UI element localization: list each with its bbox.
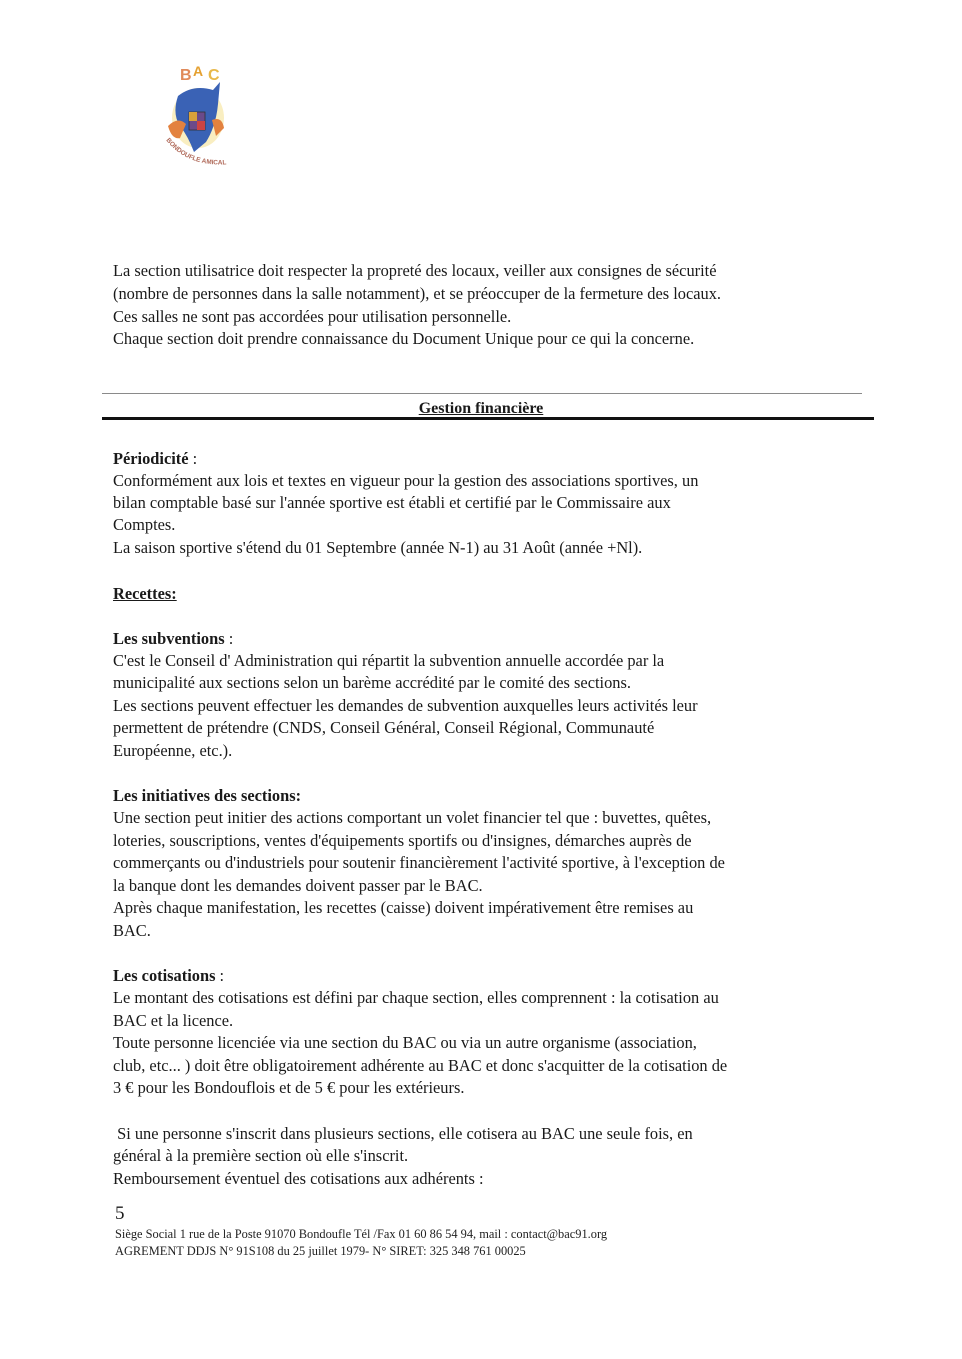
bac-logo: [158, 56, 238, 174]
subventions-line: C'est le Conseil d' Administration qui répartit la subvention annuelle accordée par la: [113, 651, 665, 670]
divider-thin: [102, 393, 862, 394]
subventions-line: municipalité aux sections selon un barème accrédité par le comité des sections.: [113, 673, 631, 692]
initiatives-heading: Les initiatives des sections:: [113, 786, 302, 805]
intro-line: (nombre de personnes dans la salle notamment), et se préoccuper de la fermeture des locaux.: [113, 284, 722, 303]
logo-graphic-icon: [158, 56, 238, 174]
periodicite-line: Conformément aux lois et textes en vigueur pour la gestion des associations sportives, un: [113, 471, 699, 490]
footer-agrement: AGREMENT DDJS N° 91S108 du 25 juillet 1979- N° SIRET: 325 348 761 00025: [115, 1244, 526, 1258]
intro-line: La section utilisatrice doit respecter la propreté des locaux, veiller aux consignes de sécurité: [113, 261, 717, 280]
heading-suffix: :: [215, 966, 225, 985]
initiatives-line: la banque dont les demandes doivent passer par le BAC.: [113, 876, 483, 895]
heading-suffix: :: [224, 629, 234, 648]
section-title: [0, 400, 962, 418]
cotisations-line: Le montant des cotisations est défini par chaque section, elles comprennent : la cotisation au: [113, 988, 719, 1007]
cotisations-line: BAC et la licence.: [113, 1011, 234, 1030]
svg-text:A: A: [193, 63, 204, 79]
initiatives-line: Une section peut initier des actions comportant un volet financier tel que : buvettes, quêtes,: [113, 808, 712, 827]
subventions-line: Les sections peuvent effectuer les demandes de subvention auxquelles leurs activités leur: [113, 696, 698, 715]
cotisations-line: Remboursement éventuel des cotisations aux adhérents :: [113, 1169, 484, 1188]
subventions-heading: [113, 628, 233, 651]
page-number: 5: [115, 1203, 125, 1224]
subventions-heading-text: Les subventions: [113, 629, 225, 648]
svg-text:B: B: [180, 67, 192, 84]
heading-suffix: :: [188, 449, 198, 468]
subventions-line: Européenne, etc.).: [113, 741, 233, 760]
initiatives-line: BAC.: [113, 921, 151, 940]
cotisations-line: général à la première section où elle s'inscrit.: [113, 1146, 409, 1165]
svg-text:C: C: [208, 67, 220, 84]
subventions-line: permettent de prétendre (CNDS, Conseil Général, Conseil Régional, Communauté: [113, 718, 655, 737]
intro-line: Chaque section doit prendre connaissance du Document Unique pour ce qui la concerne.: [113, 329, 695, 348]
divider-thick: [102, 417, 874, 420]
cotisations-line: 3 € pour les Bondouflois et de 5 € pour les extérieurs.: [113, 1078, 465, 1097]
footer-address: Siège Social 1 rue de la Poste 91070 Bondoufle Tél /Fax 01 60 86 54 94, mail : contact@bac91.org: [115, 1227, 608, 1241]
initiatives-line: Après chaque manifestation, les recettes (caisse) doivent impérativement être remises au: [113, 898, 694, 917]
cotisations-line: Si une personne s'inscrit dans plusieurs sections, elle cotisera au BAC une seule fois, en: [113, 1124, 693, 1143]
svg-text:BONDOUFLE AMICAL: BONDOUFLE AMICAL: [164, 136, 227, 167]
cotisations-heading-text: Les cotisations: [113, 966, 216, 985]
section-title-text: Gestion financière: [418, 400, 544, 417]
periodicite-heading: [113, 448, 197, 471]
periodicite-line: bilan comptable basé sur l'année sportive est établi et certifié par le Commissaire aux: [113, 493, 671, 512]
initiatives-line: loteries, souscriptions, ventes d'équipements sportifs ou d'insignes, démarches auprès de: [113, 831, 692, 850]
cotisations-line: Toute personne licenciée via une section du BAC ou via un autre organisme (association,: [113, 1033, 697, 1052]
periodicite-line: Comptes.: [113, 515, 176, 534]
cotisations-heading: [113, 965, 224, 988]
recettes-heading: Recettes:: [113, 584, 177, 603]
cotisations-line: club, etc... ) doit être obligatoirement adhérente au BAC et donc s'acquitter de la cotisation de: [113, 1056, 728, 1075]
periodicite-line: La saison sportive s'étend du 01 Septembre (année N-1) au 31 Août (année +Nl).: [113, 538, 643, 557]
initiatives-line: commerçants ou d'industriels pour soutenir financièrement l'activité sportive, à l'exception de: [113, 853, 725, 872]
intro-line: Ces salles ne sont pas accordées pour utilisation personnelle.: [113, 307, 512, 326]
periodicite-heading-text: Périodicité: [113, 449, 189, 468]
